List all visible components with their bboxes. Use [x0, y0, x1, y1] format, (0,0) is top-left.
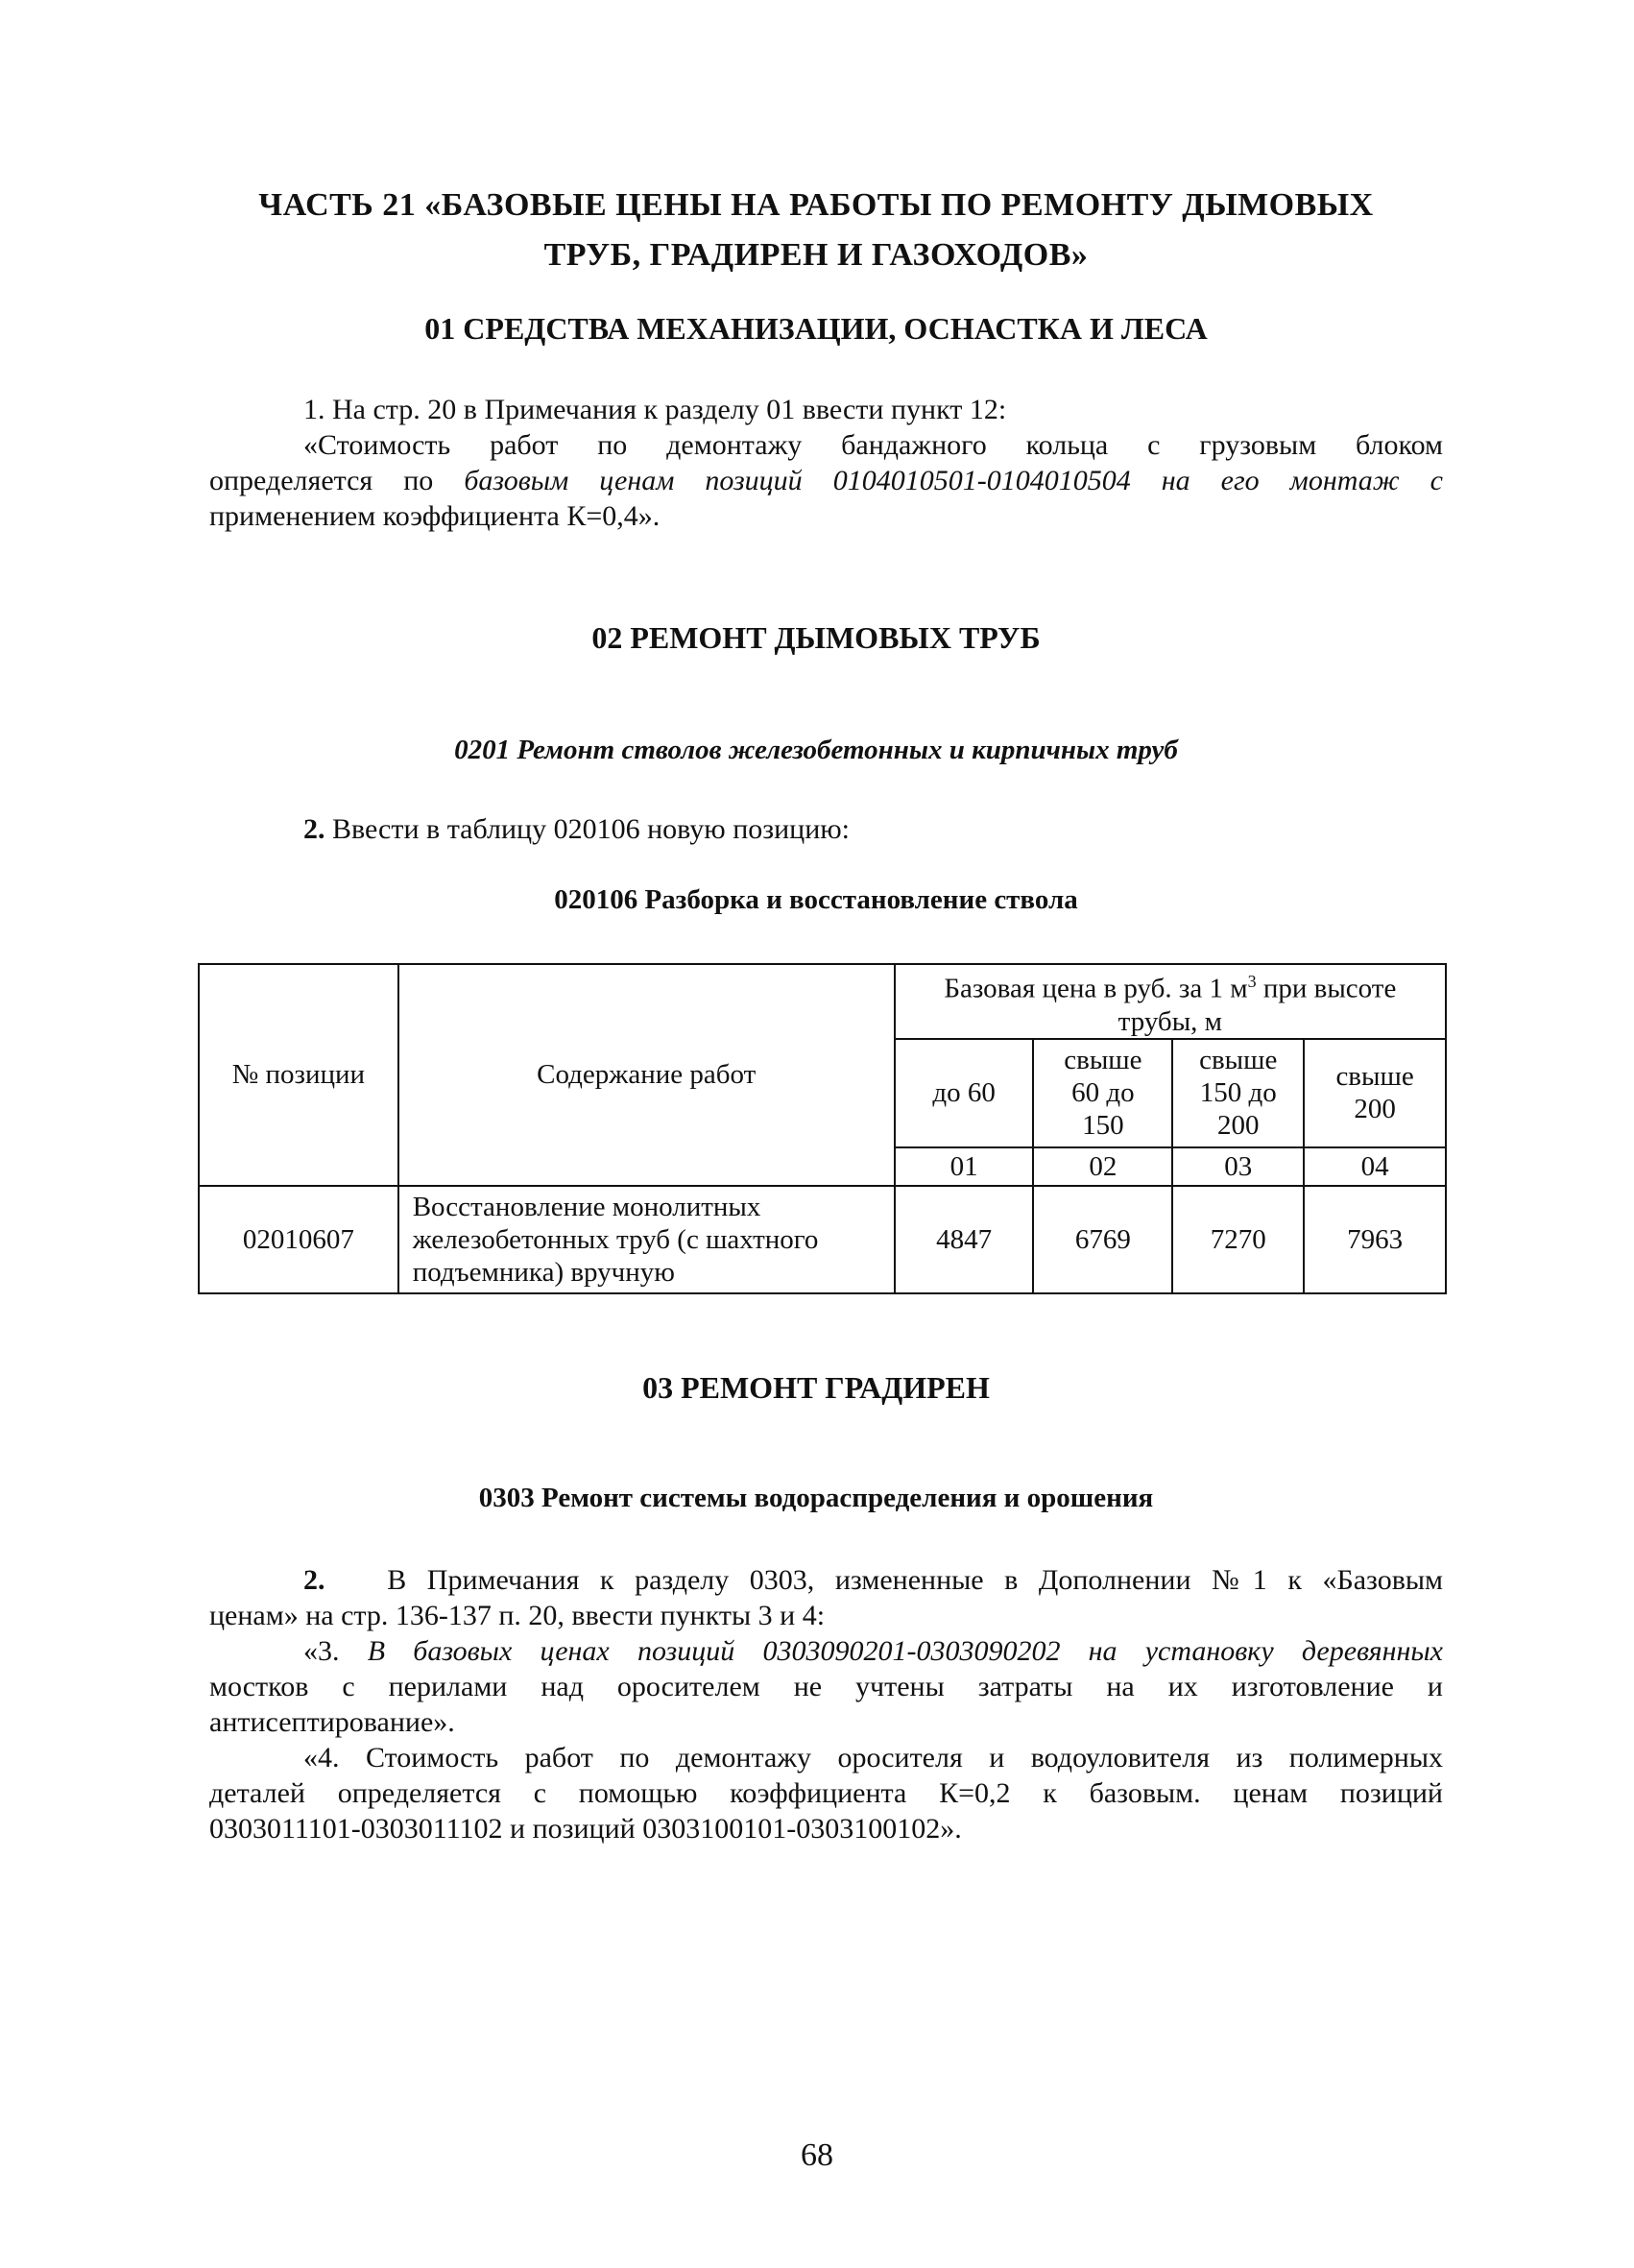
section-01-heading: 01 СРЕДСТВА МЕХАНИЗАЦИИ, ОСНАСТКА И ЛЕСА — [424, 311, 1208, 346]
item-2-0303-line-1 — [209, 1562, 1443, 1598]
quote-line-2-b: базовым ценам позиций 0104010501-0104010504 на его монтаж с — [464, 465, 1443, 496]
page-number: 68 — [801, 2137, 833, 2173]
section-03-heading: 03 РЕМОНТ ГРАДИРЕН — [642, 1370, 990, 1405]
part-title-line-1: ЧАСТЬ 21 «БАЗОВЫЕ ЦЕНЫ НА РАБОТЫ ПО РЕМОНТУ ДЫМОВЫХ — [258, 187, 1374, 223]
item-2-line — [209, 811, 1443, 847]
item-3-prefix: «3. — [303, 1635, 368, 1667]
header-base-price-a: Базовая цена в руб. за 1 м — [944, 973, 1248, 1004]
item-3-line-3: антисептирование». — [209, 1706, 455, 1738]
row-price-03: 7270 — [1172, 1186, 1304, 1293]
header-height-2 — [1033, 1039, 1172, 1147]
code-03: 03 — [1172, 1147, 1304, 1186]
header-height-3-line-2: 150 до — [1199, 1077, 1277, 1109]
item-2-text: Ввести в таблицу 020106 новую позицию: — [332, 813, 851, 845]
row-position: 02010607 — [199, 1186, 398, 1293]
header-height-1 — [895, 1039, 1034, 1147]
item-1-line — [209, 392, 1443, 427]
item-2-0303-text: В Примечания к разделу 0303, измененные в Дополнении №1 к «Базовым — [387, 1564, 1444, 1596]
table-header-row-1 — [199, 964, 1446, 1039]
section-02-heading: 02 РЕМОНТ ДЫМОВЫХ ТРУБ — [591, 620, 1041, 655]
row-price-04: 7963 — [1304, 1186, 1446, 1293]
header-height-2-line-1: свыше — [1064, 1045, 1142, 1076]
quote-line-2 — [209, 463, 1443, 498]
row-content-line-2: железобетонных труб (с шахтного — [412, 1223, 819, 1255]
code-02: 02 — [1033, 1147, 1172, 1186]
item-3-line-1 — [209, 1633, 1443, 1669]
section-0303-heading: 0303 Ремонт системы водораспределения и орошения — [478, 1483, 1154, 1513]
item-4-line-1: «4. Стоимость работ по демонтажу оросителя и водоуловителя из полимерных — [303, 1742, 1443, 1773]
header-content: Содержание работ — [398, 964, 895, 1186]
quote-line-2-a: определяется по — [209, 465, 465, 496]
part-title — [173, 181, 1459, 280]
item-1-text: На стр. 20 в Примечания к разделу 01 ввести пункт 12: — [332, 394, 1007, 425]
row-price-02: 6769 — [1033, 1186, 1172, 1293]
row-content-line-1: Восстановление монолитных — [412, 1191, 761, 1222]
item-4-line-3: 0303011101-0303011102 и позиций 0303100101-0303100102». — [209, 1813, 962, 1845]
header-height-3-line-1: свыше — [1199, 1045, 1278, 1076]
header-height-3 — [1172, 1039, 1304, 1147]
item-2-0303-number: 2. — [303, 1564, 325, 1596]
section-01-paragraph — [209, 392, 1443, 534]
header-base-price-sup: 3 — [1247, 972, 1257, 991]
table-title: 020106 Разборка и восстановление ствола — [554, 884, 1078, 915]
quote-line-3: применением коэффициента К=0,4». — [209, 500, 661, 532]
header-base-price — [895, 964, 1446, 1039]
quote-line-1: «Стоимость работ по демонтажу бандажного кольца с грузовым блоком — [303, 429, 1443, 461]
section-03-paragraph — [209, 1562, 1443, 1846]
item-3-italic: В базовых ценах позиций 0303090201-0303090202 на установку деревянных — [367, 1635, 1443, 1667]
header-base-price-b: при высоте трубы, м — [1117, 973, 1397, 1037]
item-4-line-2: деталей определяется с помощью коэффициента К=0,2 к базовым. ценам позиций — [209, 1777, 1443, 1809]
item-2-0303-line-2: ценам» на стр. 136-137 п. 20, ввести пункты 3 и 4: — [209, 1600, 826, 1631]
code-01: 01 — [895, 1147, 1034, 1186]
item-3-line-2: мостков с перилами над оросителем не учтены затраты на их изготовление и — [209, 1671, 1443, 1702]
header-height-1-text: до 60 — [932, 1077, 996, 1109]
header-height-2-line-3: 150 — [1082, 1110, 1124, 1142]
part-title-line-2: ТРУБ, ГРАДИРЕН И ГАЗОХОДОВ» — [543, 237, 1089, 273]
header-height-2-line-2: 60 до — [1071, 1077, 1135, 1109]
header-height-4 — [1304, 1039, 1446, 1147]
item-1-number: 1. — [303, 394, 325, 425]
row-content-line-3: подъемника) вручную — [412, 1256, 675, 1288]
section-02-paragraph — [209, 811, 1443, 847]
row-content — [398, 1186, 895, 1293]
section-0201-heading: 0201 Ремонт стволов железобетонных и кирпичных труб — [454, 735, 1178, 765]
header-height-4-line-2: 200 — [1354, 1094, 1396, 1125]
price-table — [198, 963, 1447, 1294]
item-2-number: 2. — [303, 813, 325, 845]
header-position: № позиции — [199, 964, 398, 1186]
header-height-4-line-1: свыше — [1335, 1061, 1414, 1093]
table-row — [199, 1186, 1446, 1293]
code-04: 04 — [1304, 1147, 1446, 1186]
row-price-01: 4847 — [895, 1186, 1034, 1293]
header-height-3-line-3: 200 — [1216, 1110, 1260, 1142]
